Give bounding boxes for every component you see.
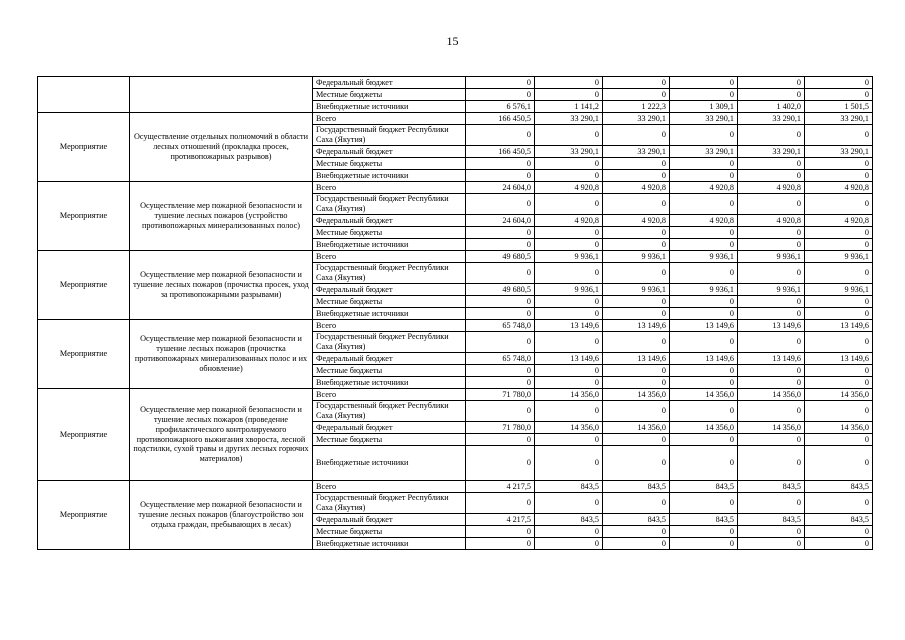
funding-source-cell: Внебюджетные источники	[313, 308, 466, 320]
activity-type-cell: Мероприятие	[38, 113, 130, 182]
amount-cell: 0	[805, 538, 873, 550]
table-row	[38, 320, 873, 332]
funding-source-cell: Всего	[313, 481, 466, 493]
amount-cell: 0	[738, 526, 805, 538]
amount-cell: 9 936,1	[670, 251, 738, 263]
amount-cell: 0	[670, 125, 738, 146]
funding-source-cell: Федеральный бюджет	[313, 353, 466, 365]
amount-cell: 0	[738, 308, 805, 320]
amount-cell: 0	[805, 158, 873, 170]
amount-cell: 33 290,1	[535, 113, 603, 125]
activity-description-cell: Осуществление мер пожарной безопасности и тушение лесных пожаров (благоустройство зон отдыха граждан, пребывающих в лесах)	[130, 481, 313, 550]
funding-source-cell: Всего	[313, 320, 466, 332]
amount-cell: 0	[603, 332, 670, 353]
funding-source-cell: Федеральный бюджет	[313, 284, 466, 296]
table-row	[38, 389, 873, 401]
amount-cell: 13 149,6	[805, 320, 873, 332]
amount-cell: 0	[466, 158, 535, 170]
amount-cell: 843,5	[738, 514, 805, 526]
amount-cell: 0	[603, 125, 670, 146]
amount-cell: 33 290,1	[670, 113, 738, 125]
amount-cell: 4 920,8	[805, 215, 873, 227]
table-row	[38, 77, 873, 89]
amount-cell: 1 501,5	[805, 101, 873, 113]
amount-cell: 0	[805, 77, 873, 89]
activity-type-cell: Мероприятие	[38, 182, 130, 251]
amount-cell: 0	[738, 377, 805, 389]
page-number: 15	[446, 34, 459, 48]
funding-source-cell: Внебюджетные источники	[313, 101, 466, 113]
amount-cell: 33 290,1	[805, 113, 873, 125]
amount-cell: 0	[805, 446, 873, 481]
amount-cell: 0	[535, 239, 603, 251]
amount-cell: 0	[670, 434, 738, 446]
amount-cell: 843,5	[670, 481, 738, 493]
amount-cell: 0	[535, 493, 603, 514]
amount-cell: 0	[670, 401, 738, 422]
funding-source-cell: Местные бюджеты	[313, 158, 466, 170]
amount-cell: 843,5	[805, 481, 873, 493]
amount-cell: 0	[535, 296, 603, 308]
amount-cell: 0	[603, 526, 670, 538]
amount-cell: 9 936,1	[805, 251, 873, 263]
amount-cell: 4 920,8	[670, 182, 738, 194]
amount-cell: 0	[466, 263, 535, 284]
amount-cell: 0	[738, 263, 805, 284]
amount-cell: 0	[466, 170, 535, 182]
amount-cell: 13 149,6	[535, 320, 603, 332]
amount-cell: 0	[670, 332, 738, 353]
amount-cell: 0	[535, 77, 603, 89]
amount-cell: 0	[466, 194, 535, 215]
funding-source-cell: Федеральный бюджет	[313, 77, 466, 89]
amount-cell: 0	[603, 377, 670, 389]
amount-cell: 4 920,8	[603, 182, 670, 194]
amount-cell: 33 290,1	[738, 113, 805, 125]
amount-cell: 13 149,6	[603, 353, 670, 365]
amount-cell: 0	[670, 194, 738, 215]
funding-source-cell: Государственный бюджет Республики Саха (Якутия)	[313, 263, 466, 284]
funding-source-cell: Местные бюджеты	[313, 296, 466, 308]
funding-source-cell: Внебюджетные источники	[313, 170, 466, 182]
funding-source-cell: Внебюджетные источники	[313, 377, 466, 389]
amount-cell: 4 920,8	[738, 215, 805, 227]
amount-cell: 0	[738, 77, 805, 89]
amount-cell: 843,5	[670, 514, 738, 526]
amount-cell: 9 936,1	[738, 251, 805, 263]
amount-cell: 0	[466, 526, 535, 538]
amount-cell: 0	[738, 296, 805, 308]
amount-cell: 9 936,1	[535, 284, 603, 296]
amount-cell: 4 920,8	[603, 215, 670, 227]
amount-cell: 0	[466, 308, 535, 320]
amount-cell: 843,5	[535, 481, 603, 493]
amount-cell: 0	[670, 296, 738, 308]
amount-cell: 33 290,1	[738, 146, 805, 158]
amount-cell: 14 356,0	[535, 422, 603, 434]
amount-cell: 0	[738, 239, 805, 251]
amount-cell: 166 450,5	[466, 146, 535, 158]
amount-cell: 0	[603, 493, 670, 514]
amount-cell: 0	[535, 194, 603, 215]
amount-cell: 14 356,0	[603, 422, 670, 434]
funding-source-cell: Местные бюджеты	[313, 526, 466, 538]
amount-cell: 0	[535, 158, 603, 170]
activity-description-cell: Осуществление мер пожарной безопасности и тушение лесных пожаров (прочистка противопожарных минерализованных полос и их обновление)	[130, 320, 313, 389]
amount-cell: 14 356,0	[603, 389, 670, 401]
funding-source-cell: Государственный бюджет Республики Саха (Якутия)	[313, 332, 466, 353]
amount-cell: 0	[603, 446, 670, 481]
funding-source-cell: Внебюджетные источники	[313, 239, 466, 251]
funding-source-cell: Государственный бюджет Республики Саха (Якутия)	[313, 125, 466, 146]
amount-cell: 0	[670, 377, 738, 389]
amount-cell: 0	[670, 263, 738, 284]
amount-cell: 0	[738, 158, 805, 170]
activity-description-cell: Осуществление мер пожарной безопасности и тушение лесных пожаров (устройство противопожарных минерализованных полос)	[130, 182, 313, 251]
amount-cell: 0	[603, 170, 670, 182]
amount-cell: 0	[466, 89, 535, 101]
amount-cell: 0	[738, 194, 805, 215]
amount-cell: 0	[466, 434, 535, 446]
amount-cell: 0	[805, 332, 873, 353]
amount-cell: 4 217,5	[466, 481, 535, 493]
funding-source-cell: Федеральный бюджет	[313, 146, 466, 158]
amount-cell: 24 604,0	[466, 182, 535, 194]
funding-source-cell: Государственный бюджет Республики Саха (Якутия)	[313, 401, 466, 422]
amount-cell: 14 356,0	[535, 389, 603, 401]
amount-cell: 0	[466, 538, 535, 550]
amount-cell: 0	[805, 125, 873, 146]
amount-cell: 13 149,6	[670, 320, 738, 332]
amount-cell: 0	[670, 77, 738, 89]
amount-cell: 0	[738, 170, 805, 182]
amount-cell: 0	[670, 170, 738, 182]
amount-cell: 4 920,8	[738, 182, 805, 194]
table-row	[38, 182, 873, 194]
amount-cell: 0	[603, 158, 670, 170]
amount-cell: 0	[670, 493, 738, 514]
funding-source-cell: Государственный бюджет Республики Саха (Якутия)	[313, 194, 466, 215]
amount-cell: 65 748,0	[466, 353, 535, 365]
amount-cell: 13 149,6	[603, 320, 670, 332]
amount-cell: 0	[466, 365, 535, 377]
amount-cell: 4 920,8	[670, 215, 738, 227]
amount-cell: 0	[670, 446, 738, 481]
amount-cell: 14 356,0	[670, 422, 738, 434]
amount-cell: 1 402,0	[738, 101, 805, 113]
amount-cell: 0	[603, 365, 670, 377]
amount-cell: 0	[805, 170, 873, 182]
funding-source-cell: Федеральный бюджет	[313, 215, 466, 227]
amount-cell: 0	[670, 239, 738, 251]
amount-cell: 1 141,2	[535, 101, 603, 113]
amount-cell: 0	[466, 493, 535, 514]
amount-cell: 0	[535, 365, 603, 377]
funding-source-cell: Всего	[313, 389, 466, 401]
amount-cell: 0	[738, 446, 805, 481]
amount-cell: 4 920,8	[805, 182, 873, 194]
amount-cell: 0	[805, 296, 873, 308]
amount-cell: 0	[738, 332, 805, 353]
amount-cell: 13 149,6	[670, 353, 738, 365]
amount-cell: 0	[535, 308, 603, 320]
table-row	[38, 113, 873, 125]
amount-cell: 0	[603, 227, 670, 239]
amount-cell: 0	[535, 538, 603, 550]
funding-source-cell: Внебюджетные источники	[313, 538, 466, 550]
amount-cell: 843,5	[535, 514, 603, 526]
amount-cell: 0	[670, 308, 738, 320]
amount-cell: 843,5	[805, 514, 873, 526]
table-row	[38, 481, 873, 493]
amount-cell: 166 450,5	[466, 113, 535, 125]
amount-cell: 843,5	[603, 481, 670, 493]
amount-cell: 0	[670, 158, 738, 170]
amount-cell: 71 780,0	[466, 389, 535, 401]
funding-source-cell: Всего	[313, 251, 466, 263]
amount-cell: 33 290,1	[603, 146, 670, 158]
amount-cell: 33 290,1	[670, 146, 738, 158]
amount-cell: 0	[466, 125, 535, 146]
activity-type-cell: Мероприятие	[38, 481, 130, 550]
amount-cell: 0	[738, 89, 805, 101]
amount-cell: 0	[805, 401, 873, 422]
amount-cell: 0	[670, 538, 738, 550]
funding-source-cell: Всего	[313, 113, 466, 125]
amount-cell: 0	[466, 77, 535, 89]
amount-cell: 0	[466, 227, 535, 239]
amount-cell: 33 290,1	[805, 146, 873, 158]
amount-cell: 0	[670, 365, 738, 377]
amount-cell: 0	[466, 239, 535, 251]
activity-type-cell: Мероприятие	[38, 251, 130, 320]
amount-cell: 0	[466, 446, 535, 481]
amount-cell: 0	[535, 377, 603, 389]
amount-cell: 9 936,1	[535, 251, 603, 263]
amount-cell: 0	[535, 526, 603, 538]
amount-cell: 49 680,5	[466, 251, 535, 263]
amount-cell: 13 149,6	[535, 353, 603, 365]
amount-cell: 0	[805, 239, 873, 251]
amount-cell: 0	[738, 227, 805, 239]
amount-cell: 1 222,3	[603, 101, 670, 113]
amount-cell: 0	[805, 493, 873, 514]
amount-cell: 9 936,1	[603, 251, 670, 263]
amount-cell: 0	[466, 401, 535, 422]
amount-cell: 1 309,1	[670, 101, 738, 113]
amount-cell: 24 604,0	[466, 215, 535, 227]
amount-cell: 0	[603, 434, 670, 446]
funding-source-cell: Местные бюджеты	[313, 434, 466, 446]
budget-table-body	[38, 77, 873, 550]
funding-source-cell: Федеральный бюджет	[313, 422, 466, 434]
amount-cell: 0	[738, 434, 805, 446]
activity-type-cell: Мероприятие	[38, 320, 130, 389]
funding-source-cell: Местные бюджеты	[313, 89, 466, 101]
funding-source-cell: Внебюджетные источники	[313, 446, 466, 481]
amount-cell: 0	[535, 170, 603, 182]
activity-description-cell: Осуществление отдельных полномочий в области лесных отношений (прокладка просек, противопожарных разрывов)	[130, 113, 313, 182]
amount-cell: 9 936,1	[670, 284, 738, 296]
amount-cell: 0	[466, 296, 535, 308]
amount-cell: 843,5	[603, 514, 670, 526]
amount-cell: 0	[603, 263, 670, 284]
amount-cell: 0	[603, 401, 670, 422]
activity-description-cell	[130, 77, 313, 113]
amount-cell: 0	[535, 446, 603, 481]
amount-cell: 0	[466, 377, 535, 389]
amount-cell: 65 748,0	[466, 320, 535, 332]
amount-cell: 0	[805, 194, 873, 215]
amount-cell: 0	[535, 89, 603, 101]
amount-cell: 0	[805, 89, 873, 101]
amount-cell: 4 217,5	[466, 514, 535, 526]
amount-cell: 33 290,1	[535, 146, 603, 158]
amount-cell: 0	[603, 308, 670, 320]
amount-cell: 0	[805, 308, 873, 320]
amount-cell: 0	[603, 89, 670, 101]
funding-source-cell: Местные бюджеты	[313, 227, 466, 239]
amount-cell: 0	[738, 538, 805, 550]
amount-cell: 14 356,0	[738, 422, 805, 434]
amount-cell: 0	[603, 77, 670, 89]
amount-cell: 0	[805, 526, 873, 538]
amount-cell: 0	[738, 365, 805, 377]
amount-cell: 0	[805, 227, 873, 239]
amount-cell: 0	[603, 296, 670, 308]
activity-type-cell: Мероприятие	[38, 389, 130, 481]
budget-table	[37, 76, 873, 550]
amount-cell: 0	[535, 401, 603, 422]
amount-cell: 0	[535, 263, 603, 284]
amount-cell: 0	[603, 239, 670, 251]
amount-cell: 6 576,1	[466, 101, 535, 113]
amount-cell: 843,5	[738, 481, 805, 493]
activity-description-cell: Осуществление мер пожарной безопасности и тушение лесных пожаров (прочистка просек, уход за противопожарными разрывами)	[130, 251, 313, 320]
amount-cell: 4 920,8	[535, 215, 603, 227]
amount-cell: 0	[535, 434, 603, 446]
amount-cell: 9 936,1	[603, 284, 670, 296]
amount-cell: 14 356,0	[738, 389, 805, 401]
amount-cell: 0	[603, 194, 670, 215]
funding-source-cell: Государственный бюджет Республики Саха (Якутия)	[313, 493, 466, 514]
amount-cell: 0	[466, 332, 535, 353]
amount-cell: 4 920,8	[535, 182, 603, 194]
amount-cell: 0	[535, 227, 603, 239]
amount-cell: 0	[805, 263, 873, 284]
amount-cell: 14 356,0	[805, 389, 873, 401]
amount-cell: 0	[738, 401, 805, 422]
funding-source-cell: Местные бюджеты	[313, 365, 466, 377]
activity-description-cell: Осуществление мер пожарной безопасности и тушение лесных пожаров (проведение профилактического контролируемого противопожарного выжигания хвороста, лесной подстилки, сухой травы и других лесных горючих материалов)	[130, 389, 313, 481]
amount-cell: 13 149,6	[738, 353, 805, 365]
funding-source-cell: Федеральный бюджет	[313, 514, 466, 526]
amount-cell: 0	[603, 538, 670, 550]
funding-source-cell: Всего	[313, 182, 466, 194]
amount-cell: 0	[670, 227, 738, 239]
amount-cell: 0	[670, 526, 738, 538]
amount-cell: 0	[535, 332, 603, 353]
amount-cell: 49 680,5	[466, 284, 535, 296]
amount-cell: 9 936,1	[738, 284, 805, 296]
amount-cell: 14 356,0	[670, 389, 738, 401]
amount-cell: 0	[670, 89, 738, 101]
amount-cell: 0	[805, 377, 873, 389]
amount-cell: 71 780,0	[466, 422, 535, 434]
table-row	[38, 251, 873, 263]
amount-cell: 13 149,6	[738, 320, 805, 332]
amount-cell: 0	[738, 493, 805, 514]
amount-cell: 0	[805, 365, 873, 377]
amount-cell: 0	[805, 434, 873, 446]
activity-type-cell	[38, 77, 130, 113]
amount-cell: 0	[738, 125, 805, 146]
amount-cell: 9 936,1	[805, 284, 873, 296]
amount-cell: 13 149,6	[805, 353, 873, 365]
amount-cell: 0	[535, 125, 603, 146]
amount-cell: 14 356,0	[805, 422, 873, 434]
amount-cell: 33 290,1	[603, 113, 670, 125]
